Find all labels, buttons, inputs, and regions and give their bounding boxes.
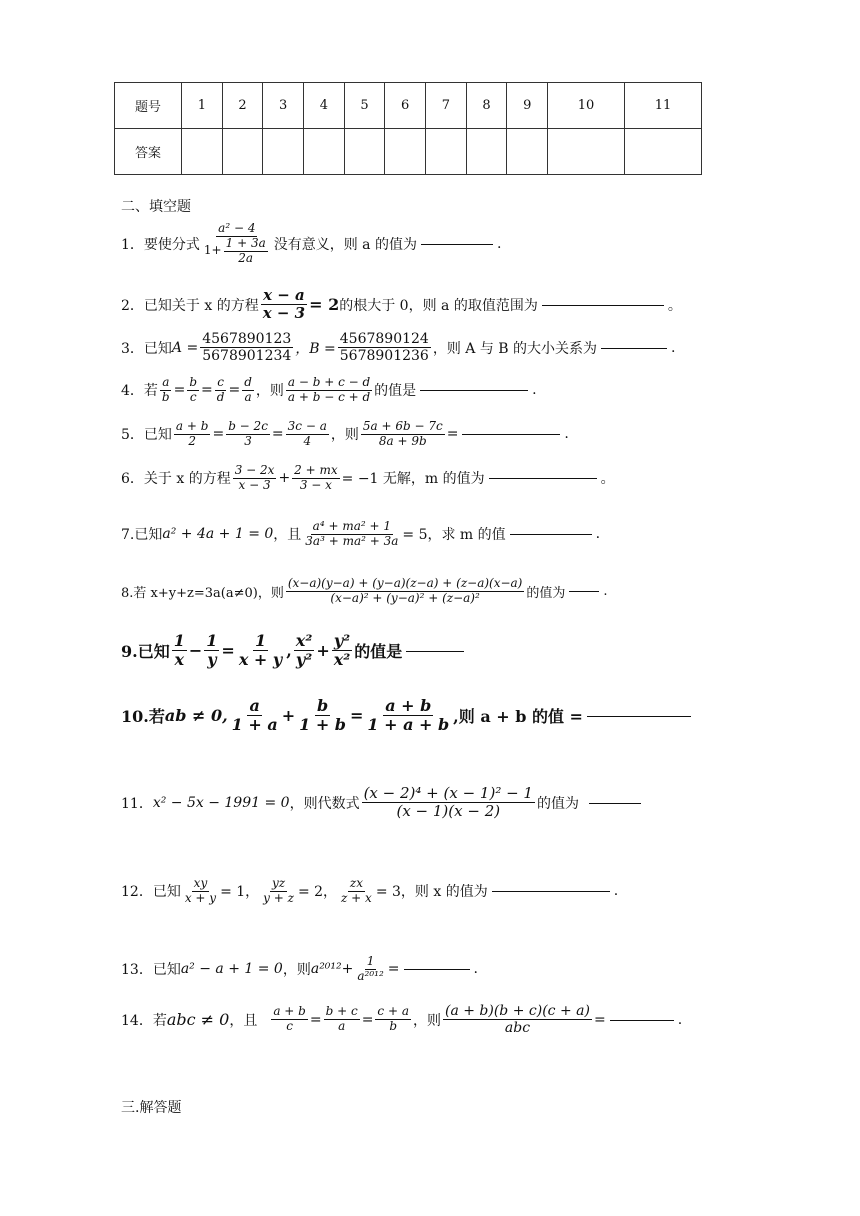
answer-cell[interactable] <box>548 129 625 175</box>
q5-end: . <box>564 426 569 443</box>
q4-denominator: a + b − c + d <box>287 389 371 404</box>
q6-f1-den: x − 3 <box>238 477 271 492</box>
q3-lead: 3．已知 <box>121 340 172 357</box>
q14-lead: 14．若 <box>121 1012 167 1029</box>
q12-r2: = 2， <box>297 884 338 901</box>
q4-numerator: a − b + c − d <box>287 375 371 389</box>
q6-f1-num: 3 − 2x <box>234 463 275 477</box>
q8-tail: 的值为 <box>526 585 566 601</box>
question-8 <box>121 577 608 606</box>
q9-f4-num: x² <box>295 631 313 650</box>
q9-f4-den: y² <box>295 650 313 670</box>
q6-plus: + <box>278 470 291 487</box>
q13-mid: ，则 <box>282 962 311 979</box>
section-title-solutions: 三.解答题 <box>121 1100 182 1116</box>
q14-f2-den: a <box>338 1019 346 1034</box>
q13-lead: 13．已知 <box>121 962 181 979</box>
q10-lead: 10.若 <box>121 707 165 727</box>
q2-fraction <box>261 287 307 323</box>
q5-numerator: 5a + 6b − 7c <box>362 419 443 433</box>
q14-f3 <box>375 1005 411 1034</box>
number-cell: 6 <box>385 83 426 129</box>
q13-numerator: 1 <box>366 954 375 968</box>
q13-answer-blank[interactable] <box>404 968 470 970</box>
number-cell: 4 <box>304 83 345 129</box>
q14-condition: abc ≠ 0 <box>166 1010 230 1030</box>
q3-answer-blank[interactable] <box>601 347 667 349</box>
q5-f3 <box>286 420 329 449</box>
q12-f3-num: zx <box>349 876 363 890</box>
q7-expression: a² + 4a + 1 = 0 <box>162 526 274 543</box>
q1-one-plus: 1+ <box>203 243 222 258</box>
q8-end: . <box>603 583 608 599</box>
answer-cell[interactable] <box>385 129 426 175</box>
question-2 <box>121 287 682 323</box>
q9-f5-den: x² <box>333 650 351 670</box>
q4-answer-blank[interactable] <box>420 389 528 391</box>
q9-f3-den: x + y <box>238 650 283 670</box>
question-5: 5．已知 $\frac{a + b}{2}$ = $\frac{b - 2c}{3}$ = $\frac{3c - a}{4}$ ，则 $\frac{5a + 6b - 7c}{8a + 9b}$ = . <box>121 419 569 448</box>
q5-f3-den: 4 <box>303 433 312 448</box>
q2-tail: 的根大于 0，则 a 的取值范围为 <box>339 297 538 314</box>
q3-a-fraction <box>200 331 293 364</box>
q3-b-label: ，B = <box>295 340 336 357</box>
number-row <box>115 83 702 129</box>
q5-fraction <box>361 420 445 449</box>
q8-answer-blank[interactable] <box>569 590 599 592</box>
question-11 <box>121 785 645 821</box>
q14-f2 <box>324 1005 360 1034</box>
q7-answer-blank[interactable] <box>510 533 592 535</box>
row-label-number: 题号 <box>115 83 182 129</box>
q9-f2-num: 1 <box>206 631 218 650</box>
question-3 <box>121 331 676 364</box>
q5-f3-num: 3c − a <box>287 419 327 433</box>
number-cell: 11 <box>624 83 701 129</box>
q12-lead: 12．已知 <box>121 884 181 901</box>
q7-numerator: a⁴ + ma² + 1 <box>312 519 391 533</box>
q2-end: 。 <box>667 297 682 314</box>
q14-mid: ，且 <box>229 1012 258 1029</box>
q14-denominator: abc <box>504 1020 531 1037</box>
q8-lead: 8.若 x+y+z=3a(a≠0)，则 <box>121 585 284 601</box>
answer-cell[interactable] <box>222 129 263 175</box>
q9-f1-num: 1 <box>173 631 185 650</box>
q4-fraction <box>286 376 372 405</box>
q3-b-numerator: 4567890124 <box>339 331 429 347</box>
answer-cell[interactable] <box>304 129 345 175</box>
q5-f1 <box>174 420 211 449</box>
q14-f3-num: c + a <box>377 1004 409 1019</box>
q14-f1 <box>271 1005 308 1034</box>
q4-r1-num: a <box>162 375 170 389</box>
q4-ratio-3 <box>215 376 227 405</box>
q11-numerator: (x − 2)⁴ + (x − 1)² − 1 <box>363 784 533 802</box>
q3-tail: ，则 A 与 B 的大小关系为 <box>432 340 598 357</box>
q10-answer-blank[interactable] <box>587 715 691 717</box>
q10-f2 <box>297 697 348 735</box>
q10-f2-num: b <box>316 696 329 715</box>
q4-ratio-2 <box>187 376 199 405</box>
q9-f3-num: 1 <box>254 631 267 650</box>
q14-f1-den: c <box>286 1019 293 1034</box>
question-12 <box>121 877 618 906</box>
q5-f1-num: a + b <box>175 419 209 433</box>
q10-condition: ab ≠ 0, <box>164 706 228 726</box>
q2-answer-blank[interactable] <box>542 304 664 306</box>
number-cell: 2 <box>222 83 263 129</box>
q1-answer-blank[interactable] <box>421 243 493 245</box>
q10-f2-den: 1 + b <box>299 715 346 735</box>
q12-f1-den: x + y <box>184 890 217 905</box>
number-cell: 7 <box>426 83 467 129</box>
answer-cell[interactable] <box>344 129 385 175</box>
question-13 <box>121 955 478 984</box>
q10-equals: = <box>349 706 364 726</box>
q3-b-denominator: 5678901236 <box>339 348 429 365</box>
answer-cell[interactable] <box>624 129 701 175</box>
q1-denominator <box>202 237 272 266</box>
q6-f1 <box>233 464 277 493</box>
q12-r3: = 3， <box>375 884 415 901</box>
answer-cell[interactable] <box>507 129 548 175</box>
q7-denominator: 3a³ + ma² + 3a <box>305 533 399 548</box>
q9-f5 <box>332 632 353 670</box>
q9-comma: , <box>286 641 292 661</box>
q12-f3-den: z + x <box>341 890 372 905</box>
q8-denominator: (x−a)² + (y−a)² + (z−a)² <box>330 590 480 605</box>
q13-end: . <box>473 961 478 978</box>
q4-r2-num: b <box>189 375 198 389</box>
number-cell: 1 <box>182 83 223 129</box>
q5-f2-num: b − 2c <box>228 419 268 433</box>
question-10 <box>121 697 695 735</box>
question-6 <box>121 464 615 493</box>
answer-cell[interactable] <box>466 129 507 175</box>
q10-f3 <box>365 697 451 735</box>
q12-r1: = 1， <box>220 884 260 901</box>
q1-end: . <box>496 235 502 252</box>
q5-f2-den: 3 <box>244 433 252 448</box>
q4-lead: 4．若 <box>121 383 158 400</box>
q9-plus: + <box>316 641 330 661</box>
q5-f1-den: 2 <box>188 433 196 448</box>
q12-f3 <box>339 877 374 906</box>
number-cell: 8 <box>466 83 507 129</box>
q10-f3-num: a + b <box>385 696 432 715</box>
q9-f1 <box>172 632 187 670</box>
q12-f2 <box>261 877 296 906</box>
q6-f2-num: 2 + mx <box>294 463 338 477</box>
q6-f2-den: 3 − x <box>299 477 332 492</box>
q5-answer-blank[interactable] <box>462 433 560 435</box>
q1-inner-denominator: 2a <box>238 250 254 265</box>
q12-f1 <box>183 877 218 906</box>
q1-tail: 没有意义，则 a 的值为 <box>273 236 417 253</box>
q7-mid: ，且 <box>273 527 302 544</box>
row-label-answer: 答案 <box>115 129 182 175</box>
q2-equals: = 2 <box>309 295 340 315</box>
q9-tail: 的值是 <box>354 642 403 662</box>
answer-table <box>114 82 702 175</box>
q4-r3-den: d <box>216 389 225 404</box>
question-7 <box>121 520 600 549</box>
q2-denominator: x − 3 <box>262 304 306 323</box>
answer-row <box>115 129 702 175</box>
q4-r2-den: c <box>189 389 197 404</box>
q10-f1 <box>230 697 280 735</box>
q7-fraction <box>303 520 400 549</box>
q14-end: . <box>677 1011 683 1028</box>
q9-lead: 9.已知 <box>121 642 170 662</box>
q6-lead: 6．关于 x 的方程 <box>121 471 231 488</box>
q7-end: . <box>595 526 601 543</box>
q4-end: . <box>532 382 537 399</box>
q1-inner-fraction <box>224 237 268 266</box>
q10-tail: ,则 a + b 的值 = <box>453 707 583 727</box>
q7-lead: 7.已知 <box>121 527 163 544</box>
question-14: 14．若 abc ≠ 0 ，且 $\frac{a + b}{c}$ = $\frac{b + c}{a}$ = $\frac{c + a}{b}$ ，则 $\frac{(a + b)(b + c)(c + a)}{\text{abc}}$ = . <box>121 1003 683 1037</box>
question-1 <box>121 222 501 265</box>
q11-tail: 的值为 <box>536 795 579 812</box>
q13-equals: = <box>387 961 400 978</box>
q1-lead: 1．要使分式 <box>121 236 200 253</box>
q9-f3 <box>237 632 284 670</box>
number-cell: 3 <box>263 83 304 129</box>
answer-cell[interactable] <box>426 129 467 175</box>
q9-f2-den: y <box>207 650 217 670</box>
q12-f2-den: y + z <box>263 890 294 905</box>
q3-end: . <box>671 339 676 356</box>
q13-fraction <box>355 955 385 984</box>
q12-tail: 则 x 的值为 <box>414 884 488 901</box>
q12-end: . <box>613 883 619 900</box>
number-cell: 9 <box>507 83 548 129</box>
q5-denominator: 8a + 9b <box>378 433 427 448</box>
q11-denominator: (x − 1)(x − 2) <box>396 802 501 821</box>
q9-minus: − <box>188 641 203 661</box>
q3-a-denominator: 5678901234 <box>202 348 292 365</box>
q13-plus: + <box>341 961 354 978</box>
q9-equals: = <box>221 641 235 661</box>
q2-numerator: x − a <box>263 286 305 304</box>
answer-cell[interactable] <box>263 129 304 175</box>
q10-f1-den: 1 + a <box>231 715 278 735</box>
number-cell: 10 <box>548 83 625 129</box>
q12-f2-num: yz <box>272 876 286 890</box>
q4-then: ，则 <box>255 383 284 400</box>
q2-lead: 2．已知关于 x 的方程 <box>121 297 259 314</box>
q14-f1-num: a + b <box>273 1004 306 1019</box>
q3-b-fraction <box>338 331 431 364</box>
q9-f2 <box>204 632 219 670</box>
section-title-fill-blank: 二、填空题 <box>121 199 191 215</box>
q10-f3-den: 1 + a + b <box>367 715 450 735</box>
q14-equals: = <box>593 1011 606 1028</box>
q9-f5-num: y² <box>333 631 351 650</box>
question-4: 4．若 $\frac{a}{b}$ = $\frac{b}{c}$ = $\frac{c}{d}$ = $\frac{d}{a}$ ，则 $\frac{a - b + c - d}{a + b - c + d}$ 的值是 . <box>121 375 537 404</box>
q10-plus: + <box>281 706 296 726</box>
q8-numerator: (x−a)(y−a) + (y−a)(z−a) + (z−a)(x−a) <box>287 576 523 590</box>
q1-fraction <box>202 222 272 265</box>
q14-fraction <box>443 1003 592 1036</box>
q7-tail: = 5，求 m 的值 <box>402 527 506 544</box>
q11-answer-blank[interactable] <box>589 802 641 804</box>
answer-cell[interactable] <box>182 129 223 175</box>
q6-f2 <box>292 464 339 493</box>
q12-f1-num: xy <box>193 876 208 890</box>
q12-answer-blank[interactable] <box>492 890 610 892</box>
q14-numerator: (a + b)(b + c)(c + a) <box>444 1003 590 1019</box>
q11-mid: ，则代数式 <box>289 795 360 812</box>
q4-ratio-1 <box>160 376 172 405</box>
q14-f2-num: b + c <box>325 1004 358 1019</box>
q4-r1-den: b <box>161 389 170 404</box>
q3-a-label: A = <box>171 339 199 356</box>
q14-then: ，则 <box>412 1012 441 1029</box>
q8-fraction <box>286 577 525 606</box>
q5-f2 <box>226 420 270 449</box>
q10-f1-num: a <box>249 696 260 715</box>
q14-answer-blank[interactable] <box>610 1019 674 1021</box>
q5-lead: 5．已知 <box>121 427 172 444</box>
q11-fraction <box>362 785 535 821</box>
q13-term: a²⁰¹² <box>310 961 342 978</box>
q1-numerator: a² − 4 <box>218 221 256 235</box>
q4-tail: 的值是 <box>374 383 417 400</box>
q1-inner-numerator: 1 + 3a <box>225 235 266 250</box>
q11-expression: x² − 5x − 1991 = 0 <box>152 794 290 811</box>
q11-lead: 11． <box>121 795 153 812</box>
q6-end: 。 <box>600 471 615 488</box>
q4-r4-num: d <box>244 375 252 389</box>
q4-r4-den: a <box>244 389 252 404</box>
q9-answer-blank[interactable] <box>406 650 464 652</box>
q3-a-numerator: 4567890123 <box>202 331 292 347</box>
q6-answer-blank[interactable] <box>489 477 597 479</box>
q5-then: ，则 <box>330 427 359 444</box>
question-9 <box>121 632 468 670</box>
q4-r3-num: c <box>217 375 224 389</box>
q9-f4 <box>294 632 315 670</box>
q9-f1-den: x <box>174 650 185 670</box>
q5-equals: = <box>446 426 459 443</box>
q14-f3-den: b <box>389 1019 398 1034</box>
q4-ratio-4 <box>242 376 254 405</box>
q13-denominator: a²⁰¹² <box>357 968 384 983</box>
q13-expression: a² − a + 1 = 0 <box>180 961 283 978</box>
number-cell: 5 <box>344 83 385 129</box>
q6-tail: = −1 无解，m 的值为 <box>341 471 485 488</box>
